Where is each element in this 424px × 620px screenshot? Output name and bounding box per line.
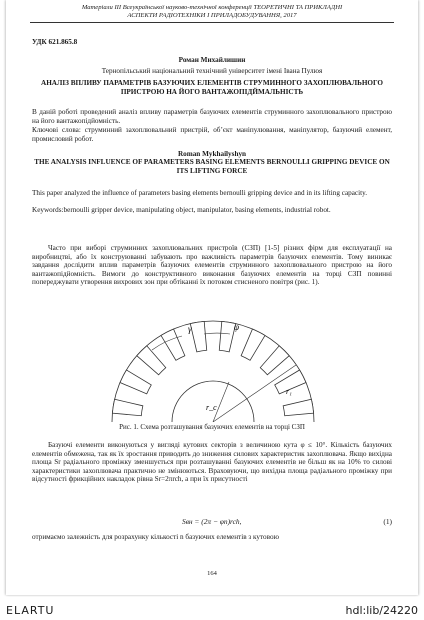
author-ua: Роман Михайлишин (178, 56, 246, 64)
udc-code: УДК 621.865.8 (32, 38, 78, 46)
body-paragraph-2: Базуючі елементи виконуються у вигляді кутових секторів з величиною кута φ ≤ 10°. Кількість базуючих елементів обмежена, так як їх зростання приводить до зниження силових характеристик захоплювача. Якщо вихідна площа Sr радіального проміжку зменшується при розташуванні базуючих елементів не більш як на 10% то силові характеристики захоплювача практично не змінюються. Враховуючи, що вихідна площа радіального проміжку при відсутності фрикційних накладок рівна Sr=2πrch, а при їх присутності (32, 441, 392, 484)
formula-1 (32, 517, 392, 529)
handle-id[interactable]: hdl:lib/24220 (345, 604, 418, 617)
document-page (6, 0, 418, 595)
repository-footer (0, 597, 424, 620)
body-paragraph-1: Часто при виборі струминних захоплювальних пристроїв (СЗП) [1-5] різних фірм для експлуатації на виробництві, або їх конструюванні забувають про важливість параметрів базуючих елементів. Тому виникає завдання дослідити вплив параметрів базуючих елементів струминного захоплювального пристрою на його вантажопідйомність. Вимоги до конструктивного виконання базуючих елементів на торці СЗП повинні попереджувати утворення вихрових зон при обтіканні їх потоком стисненого повітря (рис. 1). (32, 244, 392, 287)
keywords-en: Keywords:bernoulli gripper device, manipulating object, manipulator, basing elements, industrial robot. (32, 206, 331, 214)
figure-caption: Рис. 1. Схема розташування базуючих елементів на торці СЗП (119, 423, 305, 431)
author-en: Roman Mykhailyshyn (177, 150, 247, 158)
basing-element-sector (120, 370, 151, 394)
formula-number: (1) (383, 517, 392, 526)
basing-elements-figure (88, 318, 338, 422)
title-ua: АНАЛІЗ ВПЛИВУ ПАРАМЕТРІВ БАЗУЮЧИХ ЕЛЕМЕНТІВ СТРУМИННОГО ЗАХОПЛЮВАЛЬНОГО ПРИСТРОЮ НА ЙОГО ВАНТАЖОПІДЙМАЛЬНІСТЬ (41, 79, 383, 96)
figure-label-phi: φ (234, 322, 239, 332)
figure-label-gamma: γ (188, 324, 192, 334)
affiliation: Тернопільський національний технічний університет імені Івана Пулюя (101, 67, 323, 75)
title-en: THE ANALYSIS INFLUENCE OF PARAMETERS BASING ELEMENTS BERNOULLI GRIPPING DEVICE ON ITS LIFTING FORCE (34, 158, 390, 175)
conference-header (36, 4, 388, 20)
basing-element-sector (190, 321, 206, 351)
abstract-en: This paper analyzed the influence of parameters basing elements bernoulli gripping device and in its lifting capacity. (32, 189, 368, 197)
page-number: 164 (207, 570, 217, 577)
body-paragraph-3: отримаємо залежність для розрахунку кількості n базуючих елементів з кутовою (32, 533, 279, 541)
header-line-2: АСПЕКТИ РАДІОТЕХНІКИ І ПРИЛАДОБУДУВАННЯ, 2017 (127, 12, 297, 19)
figure-label-rc: r_c (206, 403, 217, 412)
basing-element-sector (260, 346, 289, 375)
header-rule (30, 22, 394, 23)
basing-element-sector (137, 346, 166, 375)
basing-element-sector (161, 329, 185, 360)
repository-name: ELARTU (6, 604, 55, 617)
keywords-ua: Ключові слова: струминний захоплювальний пристрій, об’єкт маніпулювання, маніпулятор, базуючий елемент, промисловий робот. (32, 126, 392, 143)
basing-element-sector (112, 399, 142, 415)
header-line-1: Матеріали ІІІ Всеукраїнської науково-технічної конференції ТЕОРЕТИЧНІ ТА ПРИКЛАДНІ (81, 4, 343, 11)
figure-label-r1: r₁ (286, 387, 292, 396)
basing-element-sector (283, 399, 313, 415)
basing-element-sector (241, 329, 265, 360)
abstract-ua: В даній роботі проведений аналіз впливу параметрів базуючих елементів струминного захоплювального пристрою на його вантажопідйомність. (32, 108, 392, 125)
formula-expression: Sвн = (2π − φn)rch, (182, 517, 242, 526)
